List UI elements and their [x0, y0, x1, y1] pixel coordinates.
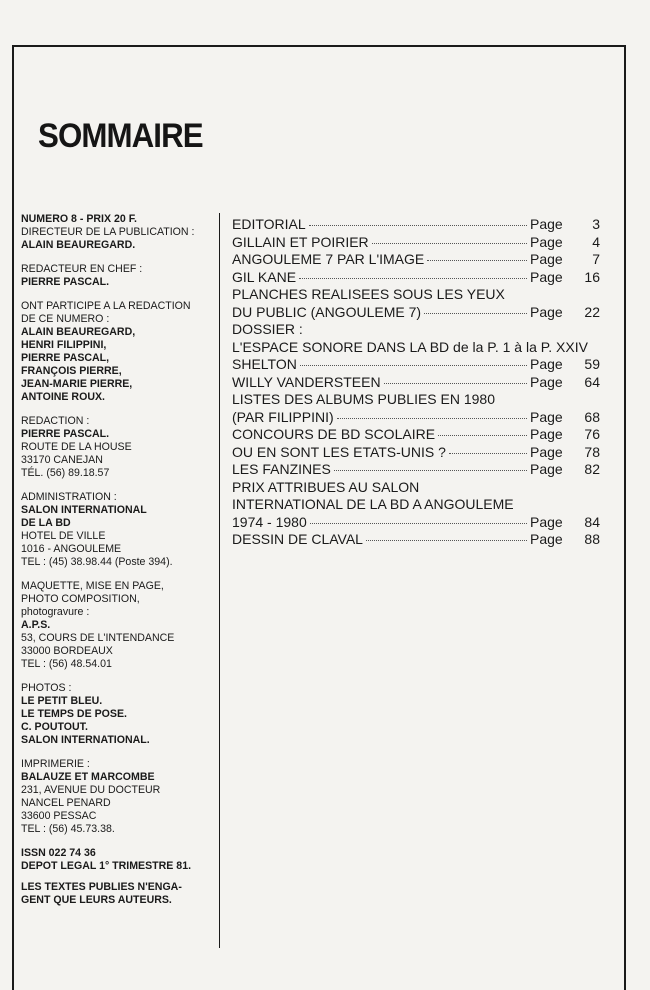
column-divider — [219, 213, 220, 948]
dot-leader — [424, 313, 527, 314]
credits-line: PIERRE PASCAL, — [21, 352, 110, 364]
toc-entry-title: LISTES DES ALBUMS PUBLIES EN 1980 — [232, 391, 496, 407]
toc-entry — [232, 304, 600, 322]
toc-entry-title: WILLY VANDERSTEEN — [232, 373, 381, 390]
credits-line: LE PETIT BLEU. — [21, 695, 103, 707]
credits-line: ROUTE DE LA HOUSE — [21, 441, 132, 453]
toc-page-label: Page — [530, 268, 563, 285]
toc-page-number: 78 — [584, 443, 600, 460]
toc-page-label: Page — [530, 251, 563, 267]
toc-entry — [232, 409, 600, 427]
credits-block — [21, 682, 219, 747]
credits-block — [21, 213, 219, 252]
credits-line: MAQUETTE, MISE EN PAGE, — [21, 580, 164, 592]
credits-line: TÉL. (56) 89.18.57 — [21, 467, 110, 479]
toc-entry — [232, 426, 600, 444]
toc-entry-title: DOSSIER : — [232, 321, 303, 337]
toc-entry-title: GIL KANE — [232, 268, 297, 285]
toc-entry-title: PLANCHES REALISEES SOUS LES YEUX — [232, 286, 505, 302]
dot-leader — [310, 523, 527, 524]
toc-page-label: Page — [530, 303, 563, 320]
toc-entry-title: DESSIN DE CLAVAL — [232, 531, 363, 547]
toc-page-label: Page — [530, 531, 563, 547]
toc-entry — [232, 251, 600, 269]
dot-leader — [309, 225, 527, 226]
toc-page-label: Page — [530, 373, 563, 390]
credits-line: HOTEL DE VILLE — [21, 530, 106, 542]
toc-page-number: 4 — [592, 233, 600, 250]
toc-entry-title: SHELTON — [232, 356, 297, 372]
dot-leader — [384, 383, 527, 384]
credits-line: TEL : (56) 45.73.38. — [21, 823, 115, 835]
credits-line: ONT PARTICIPE A LA REDACTION — [21, 300, 191, 312]
toc-page-label: Page — [530, 461, 563, 477]
toc-page-label: Page — [530, 356, 563, 372]
credits-line: LE TEMPS DE POSE. — [21, 708, 127, 720]
credits-line: DIRECTEUR DE LA PUBLICATION : — [21, 226, 195, 238]
credits-line: A.P.S. — [21, 619, 51, 631]
credits-line: 53, COURS DE L'INTENDANCE — [21, 632, 175, 644]
toc-page-label: Page — [530, 408, 563, 425]
credits-line: TEL : (56) 48.54.01 — [21, 658, 112, 670]
final-note — [21, 881, 219, 907]
toc-entry-title: LES FANZINES — [232, 461, 331, 477]
toc-page-number: 76 — [584, 426, 600, 442]
credits-block — [21, 263, 219, 289]
toc-entry — [232, 356, 600, 374]
toc-page-label: Page — [530, 426, 563, 442]
dot-leader — [372, 243, 527, 244]
toc-page-number: 88 — [584, 531, 600, 547]
toc-entry-title: INTERNATIONAL DE LA BD A ANGOULEME — [232, 496, 514, 512]
credits-line: IMPRIMERIE : — [21, 758, 90, 770]
credits-line: REDACTION : — [21, 415, 90, 427]
credits-line: HENRI FILIPPINI, — [21, 339, 107, 351]
credits-line: DE LA BD — [21, 517, 71, 529]
toc-entry-title: CONCOURS DE BD SCOLAIRE — [232, 426, 436, 442]
toc-entry — [232, 269, 600, 287]
credits-line: NANCEL PENARD — [21, 797, 111, 809]
credits-line: TEL : (45) 38.98.44 (Poste 394). — [21, 556, 173, 568]
credits-line: BALAUZE ET MARCOMBE — [21, 771, 155, 783]
credits-line: PHOTOS : — [21, 682, 72, 694]
dot-leader — [334, 470, 527, 471]
dot-leader — [438, 435, 527, 436]
toc-entry — [232, 531, 600, 549]
toc-entry-title: GILLAIN ET POIRIER — [232, 233, 369, 250]
toc-entry-title: PRIX ATTRIBUES AU SALON — [232, 478, 420, 495]
credits-line: PIERRE PASCAL. — [21, 276, 110, 288]
toc-entry — [232, 216, 600, 234]
credits-line: C. POUTOUT. — [21, 721, 88, 733]
toc-page-number: 59 — [584, 356, 600, 372]
toc-page-number: 64 — [584, 373, 600, 390]
credits-line: ALAIN BEAUREGARD. — [21, 239, 136, 251]
credits-line: ADMINISTRATION : — [21, 491, 117, 503]
credits-block — [21, 491, 219, 569]
toc-page-number: 3 — [592, 216, 600, 232]
credits-line: 33000 BORDEAUX — [21, 645, 113, 657]
toc-entry-title: (PAR FILIPPINI) — [232, 408, 334, 425]
toc-entry-title: EDITORIAL — [232, 216, 306, 232]
credits-line: FRANÇOIS PIERRE, — [21, 365, 122, 377]
toc-page-number: 82 — [584, 461, 600, 477]
credits-block — [21, 847, 219, 873]
toc-entry-title: DU PUBLIC (ANGOULEME 7) — [232, 303, 422, 320]
credits-line: ALAIN BEAUREGARD, — [21, 326, 136, 338]
final-note-line: GENT QUE LEURS AUTEURS. — [21, 894, 172, 906]
toc-entry — [232, 374, 600, 392]
toc-page-number: 84 — [584, 513, 600, 530]
credits-block — [21, 580, 219, 671]
credits-block — [21, 415, 219, 480]
toc-page-number: 68 — [584, 408, 600, 425]
dot-leader — [427, 260, 527, 261]
credits-line: PHOTO COMPOSITION, — [21, 593, 140, 605]
credits-line: 231, AVENUE DU DOCTEUR — [21, 784, 161, 796]
toc-page-label: Page — [530, 443, 563, 460]
credits-line: REDACTEUR EN CHEF : — [21, 263, 143, 275]
credits-line: NUMERO 8 - PRIX 20 F. — [21, 213, 137, 225]
toc-page-label: Page — [530, 233, 563, 250]
credits-line: SALON INTERNATIONAL — [21, 504, 147, 516]
dot-leader — [449, 453, 527, 454]
credits-line: JEAN-MARIE PIERRE, — [21, 378, 133, 390]
credits-block — [21, 758, 219, 836]
credits-line: ANTOINE ROUX. — [21, 391, 105, 403]
toc-page-number: 22 — [584, 303, 600, 320]
dot-leader — [300, 365, 527, 366]
toc-entry — [232, 444, 600, 462]
toc-entry-title: OU EN SONT LES ETATS-UNIS ? — [232, 443, 446, 460]
dot-leader — [337, 418, 527, 419]
dot-leader — [299, 278, 527, 279]
page-title: SOMMAIRE — [38, 117, 203, 155]
toc-entry-title: 1974 - 1980 — [232, 513, 307, 530]
credits-line: DEPOT LEGAL 1° TRIMESTRE 81. — [21, 860, 192, 872]
final-note-line: LES TEXTES PUBLIES N'ENGA- — [21, 881, 182, 893]
credits-line: SALON INTERNATIONAL. — [21, 734, 150, 746]
toc-entry-title: ANGOULEME 7 PAR L'IMAGE — [232, 251, 425, 267]
credits-line: 33600 PESSAC — [21, 810, 97, 822]
toc-entry — [232, 234, 600, 252]
toc-page-label: Page — [530, 513, 563, 530]
toc-page-number: 7 — [592, 251, 600, 267]
credits-block — [21, 300, 219, 404]
credits-line: 1016 - ANGOULEME — [21, 543, 122, 555]
credits-line: PIERRE PASCAL. — [21, 428, 110, 440]
credits-line: photogravure : — [21, 606, 90, 618]
dot-leader — [366, 540, 527, 541]
toc-entry — [232, 461, 600, 479]
credits-column — [21, 213, 219, 918]
toc-page-label: Page — [530, 216, 563, 232]
toc-entry-title: L'ESPACE SONORE DANS LA BD de la P. 1 à la P. XXIV — [232, 338, 588, 355]
toc-page-number: 16 — [584, 268, 600, 285]
credits-line: ISSN 022 74 36 — [21, 847, 96, 859]
credits-line: 33170 CANEJAN — [21, 454, 103, 466]
table-of-contents — [232, 216, 600, 549]
credits-line: DE CE NUMERO : — [21, 313, 110, 325]
toc-entry — [232, 514, 600, 532]
